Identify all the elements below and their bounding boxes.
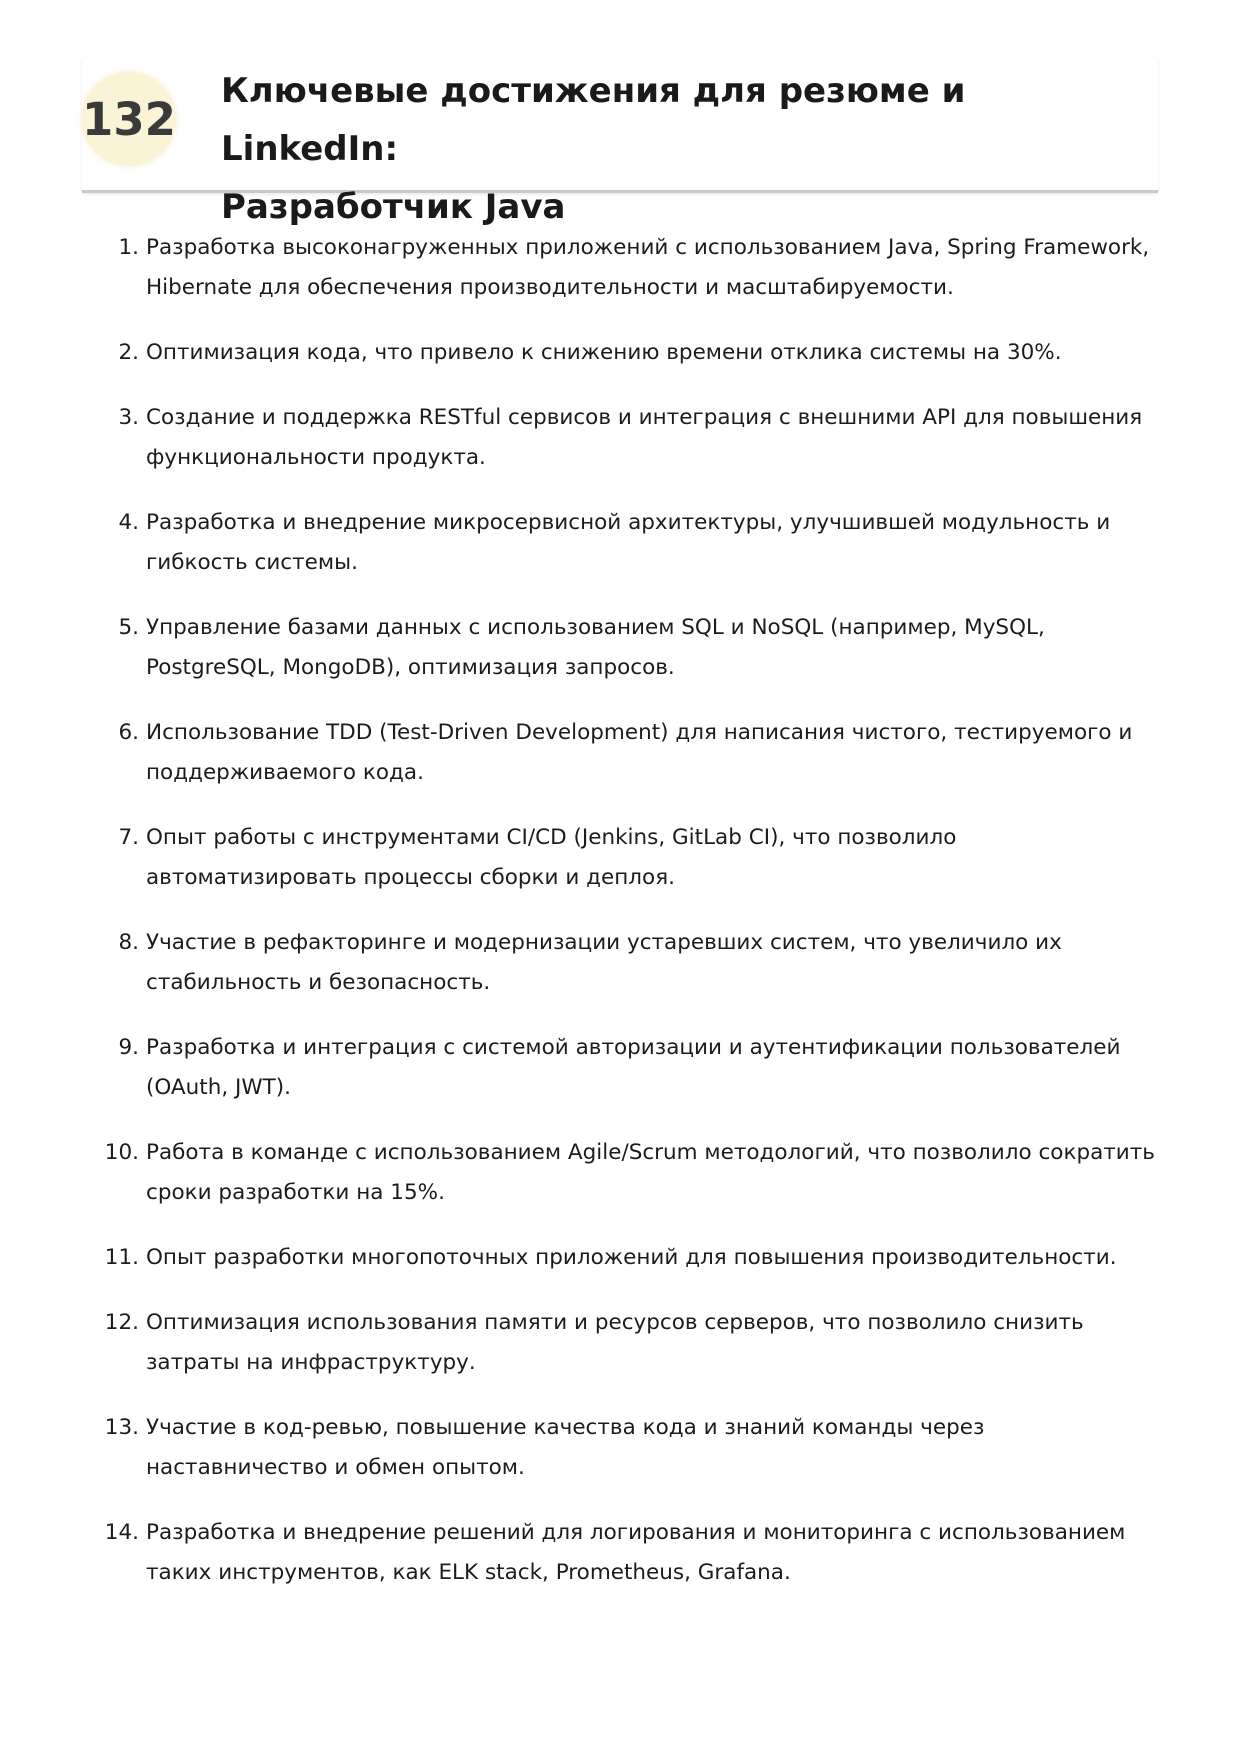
list-item	[118, 228, 1156, 308]
list-item	[118, 713, 1156, 793]
page-header	[82, 58, 1158, 227]
list-item-number: 8.	[118, 930, 139, 955]
list-item	[118, 923, 1156, 1003]
list-item	[118, 608, 1156, 688]
list-item-text: Оптимизация использования памяти и ресурсов серверов, что позволило снизить затраты на инфраструктуру.	[146, 1310, 1084, 1375]
list-item-text: Использование TDD (Test-Driven Development) для написания чистого, тестируемого и поддерживаемого кода.	[146, 720, 1133, 785]
list-item	[118, 398, 1156, 478]
list-item	[118, 818, 1156, 898]
list-item	[118, 333, 1156, 373]
list-item	[104, 1408, 1156, 1488]
list-item	[104, 1133, 1156, 1213]
page-number: 132	[82, 92, 176, 146]
page-title-line-2: Разработчик Java	[221, 187, 566, 227]
list-item-number: 4.	[118, 510, 139, 535]
list-item-number: 3.	[118, 405, 139, 430]
list-item-text: Разработка и внедрение микросервисной архитектуры, улучшившей модульность и гибкость системы.	[146, 510, 1111, 575]
list-item-number: 10.	[104, 1140, 139, 1165]
list-item-text: Управление базами данных с использованием SQL и NoSQL (например, MySQL, PostgreSQL, MongoDB), оптимизация запросов.	[146, 615, 1045, 680]
list-item-text: Разработка высоконагруженных приложений с использованием Java, Spring Framework, Hibernate для обеспечения производительности и масштабируемости.	[146, 235, 1150, 300]
list-item-text: Опыт разработки многопоточных приложений для повышения производительности.	[146, 1245, 1117, 1270]
list-item	[118, 503, 1156, 583]
page-title	[221, 62, 1151, 236]
list-item-number: 1.	[118, 235, 139, 260]
achievement-list	[104, 228, 1156, 1618]
list-item	[118, 1028, 1156, 1108]
list-item-text: Участие в код-ревью, повышение качества кода и знаний команды через наставничество и обмен опытом.	[146, 1415, 985, 1480]
list-item-number: 9.	[118, 1035, 139, 1060]
list-item-text: Работа в команде с использованием Agile/Scrum методологий, что позволило сократить сроки разработки на 15%.	[146, 1140, 1155, 1205]
list-item-number: 5.	[118, 615, 139, 640]
list-item-text: Разработка и внедрение решений для логирования и мониторинга с использованием таких инструментов, как ELK stack, Prometheus, Grafana.	[146, 1520, 1126, 1585]
list-item-text: Разработка и интеграция с системой авторизации и аутентификации пользователей (OAuth, JWT).	[146, 1035, 1121, 1100]
list-item	[104, 1238, 1156, 1278]
list-item-number: 2.	[118, 340, 139, 365]
list-item-text: Создание и поддержка RESTful сервисов и интеграция с внешними API для повышения функциональности продукта.	[146, 405, 1143, 470]
list-item-number: 11.	[104, 1245, 139, 1270]
list-item-number: 12.	[104, 1310, 139, 1335]
list-item-number: 6.	[118, 720, 139, 745]
list-item-text: Участие в рефакторинге и модернизации устаревших систем, что увеличило их стабильность и безопасность.	[146, 930, 1062, 995]
list-item	[104, 1303, 1156, 1383]
list-item-text: Опыт работы с инструментами CI/CD (Jenkins, GitLab CI), что позволило автоматизировать процессы сборки и деплоя.	[146, 825, 957, 890]
page-number-badge	[82, 72, 176, 166]
page-title-line-1: Ключевые достижения для резюме и LinkedIn:	[221, 71, 966, 169]
list-item-number: 14.	[104, 1520, 139, 1545]
list-item-number: 7.	[118, 825, 139, 850]
list-item-number: 13.	[104, 1415, 139, 1440]
list-item-text: Оптимизация кода, что привело к снижению времени отклика системы на 30%.	[146, 340, 1062, 365]
list-item	[104, 1513, 1156, 1593]
